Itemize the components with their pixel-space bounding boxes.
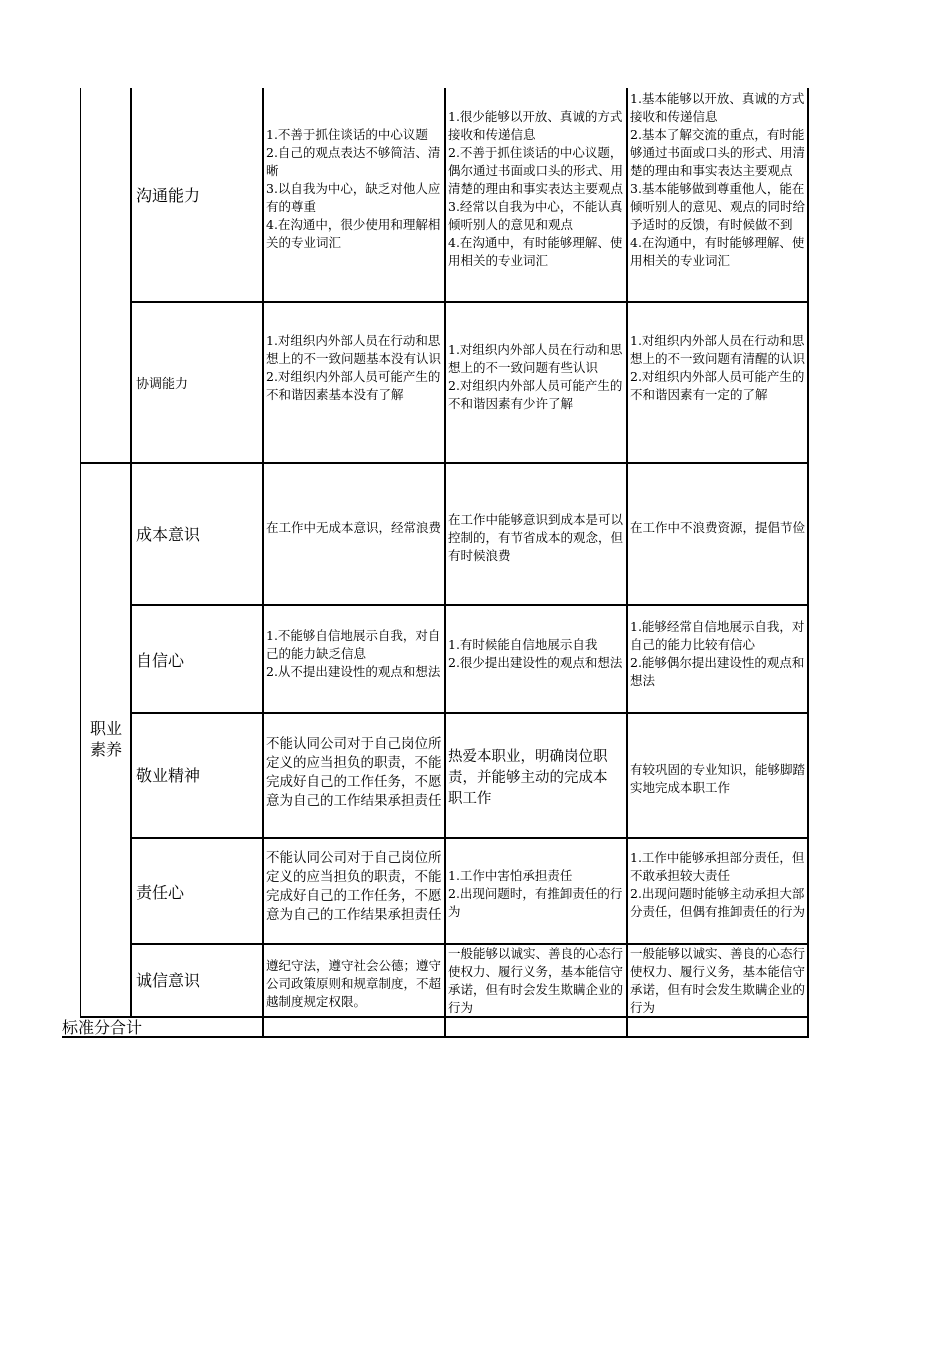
- grid-line: [80, 462, 809, 464]
- row-label-dedication: 敬业精神: [136, 766, 201, 785]
- level3-cell-communication: 1.基本能够以开放、真诚的方式接收和传递信息 2.基本了解交流的重点，有时能够通过书面或口头的形式、用清楚的理由和事实表达主要观点 3.基本能够做到尊重他人，能在倾听别人的意见、观点的同时给予适时的反馈，有时候做不到 4.在沟通中，有时能够理解、使用相关的专业词汇: [630, 91, 806, 268]
- level3-cell-dedication: 有较巩固的专业知识，能够脚踏实地完成本职工作: [630, 762, 806, 795]
- level1-cell-cost-awareness: 在工作中无成本意识，经常浪费: [266, 520, 442, 535]
- row-label-integrity: 诚信意识: [136, 971, 201, 990]
- row-label-confidence: 自信心: [136, 651, 185, 670]
- grid-line: [262, 88, 264, 1038]
- level2-cell-integrity: 一般能够以诚实、善良的心态行使权力、履行义务，基本能信守承诺，但有时会发生欺瞒企业的行为: [448, 946, 624, 1015]
- category-label: 职业素养: [89, 719, 122, 759]
- level1-cell-dedication: 不能认同公司对于自己岗位所定义的应当担负的职责，不能完成好自己的工作任务，不愿意为自己的工作结果承担责任: [266, 736, 442, 809]
- level3-cell-confidence: 1.能够经常自信地展示自我，对自己的能力比较有信心 2.能够偶尔提出建设性的观点和想法: [630, 619, 805, 688]
- grid-line: [130, 301, 809, 303]
- level2-cell-cost-awareness: 在工作中能够意识到成本是可以控制的，有节省成本的观念，但有时候浪费: [448, 512, 624, 563]
- level1-cell-responsibility: 不能认同公司对于自己岗位所定义的应当担负的职责，不能完成好自己的工作任务，不愿意为自己的工作结果承担责任: [266, 850, 442, 923]
- row-label-cost-awareness: 成本意识: [136, 525, 201, 544]
- grid-line: [130, 712, 809, 714]
- level1-cell-integrity: 遵纪守法，遵守社会公德；遵守公司政策原则和规章制度，不超越制度规定权限。: [266, 958, 442, 1009]
- grid-line: [80, 1016, 809, 1018]
- total-score-label: 标准分合计: [62, 1018, 143, 1037]
- row-label-coordination: 协调能力: [136, 377, 189, 392]
- grid-line: [626, 88, 628, 1038]
- grid-line: [130, 88, 132, 1017]
- level3-cell-coordination: 1.对组织内外部人员在行动和思想上的不一致问题有清醒的认识 2.对组织内外部人员可能产生的不和谐因素有一定的了解: [630, 333, 806, 402]
- level3-cell-responsibility: 1.工作中能够承担部分责任，但不敢承担较大责任 2.出现问题时能够主动承担大部分责任，但偶有推卸责任的行为: [630, 850, 806, 919]
- grid-line: [130, 837, 809, 839]
- row-label-responsibility: 责任心: [136, 883, 185, 902]
- level3-cell-cost-awareness: 在工作中不浪费资源，提倡节俭: [630, 520, 806, 535]
- grid-line: [444, 88, 446, 1038]
- row-label-communication: 沟通能力: [136, 186, 201, 205]
- level2-cell-communication: 1.很少能够以开放、真诚的方式接收和传递信息 2.不善于抓住谈话的中心议题，偶尔通过书面或口头的形式、用清楚的理由和事实表达主要观点 3.经常以自我为中心，不能认真倾听别人的意见和观点 4.在沟通中，有时能够理解、使用相关的专业词汇: [448, 109, 624, 268]
- level2-cell-responsibility: 1.工作中害怕承担责任 2.出现问题时，有推卸责任的行为: [448, 868, 623, 919]
- grid-line: [807, 88, 809, 1038]
- grid-line: [262, 1036, 809, 1038]
- level1-cell-coordination: 1.对组织内外部人员在行动和思想上的不一致问题基本没有认识 2.对组织内外部人员可能产生的不和谐因素基本没有了解: [266, 333, 442, 402]
- level1-cell-communication: 1.不善于抓住谈话的中心议题 2.自己的观点表达不够简洁、清晰 3.以自我为中心，缺乏对他人应有的尊重 4.在沟通中，很少使用和理解相关的专业词汇: [266, 127, 441, 250]
- grid-line: [130, 604, 809, 606]
- level3-cell-integrity: 一般能够以诚实、善良的心态行使权力、履行义务，基本能信守承诺，但有时会发生欺瞒企业的行为: [630, 946, 806, 1015]
- level2-cell-confidence: 1.有时候能自信地展示自我 2.很少提出建设性的观点和想法: [448, 637, 623, 670]
- grid-line: [80, 88, 81, 1017]
- level2-cell-coordination: 1.对组织内外部人员在行动和思想上的不一致问题有些认识 2.对组织内外部人员可能产生的不和谐因素有少许了解: [448, 342, 623, 411]
- level2-cell-dedication: 热爱本职业，明确岗位职责，并能够主动的完成本职工作: [448, 749, 608, 807]
- level1-cell-confidence: 1.不能够自信地展示自我，对自己的能力缺乏信息 2.从不提出建设性的观点和想法: [266, 628, 441, 679]
